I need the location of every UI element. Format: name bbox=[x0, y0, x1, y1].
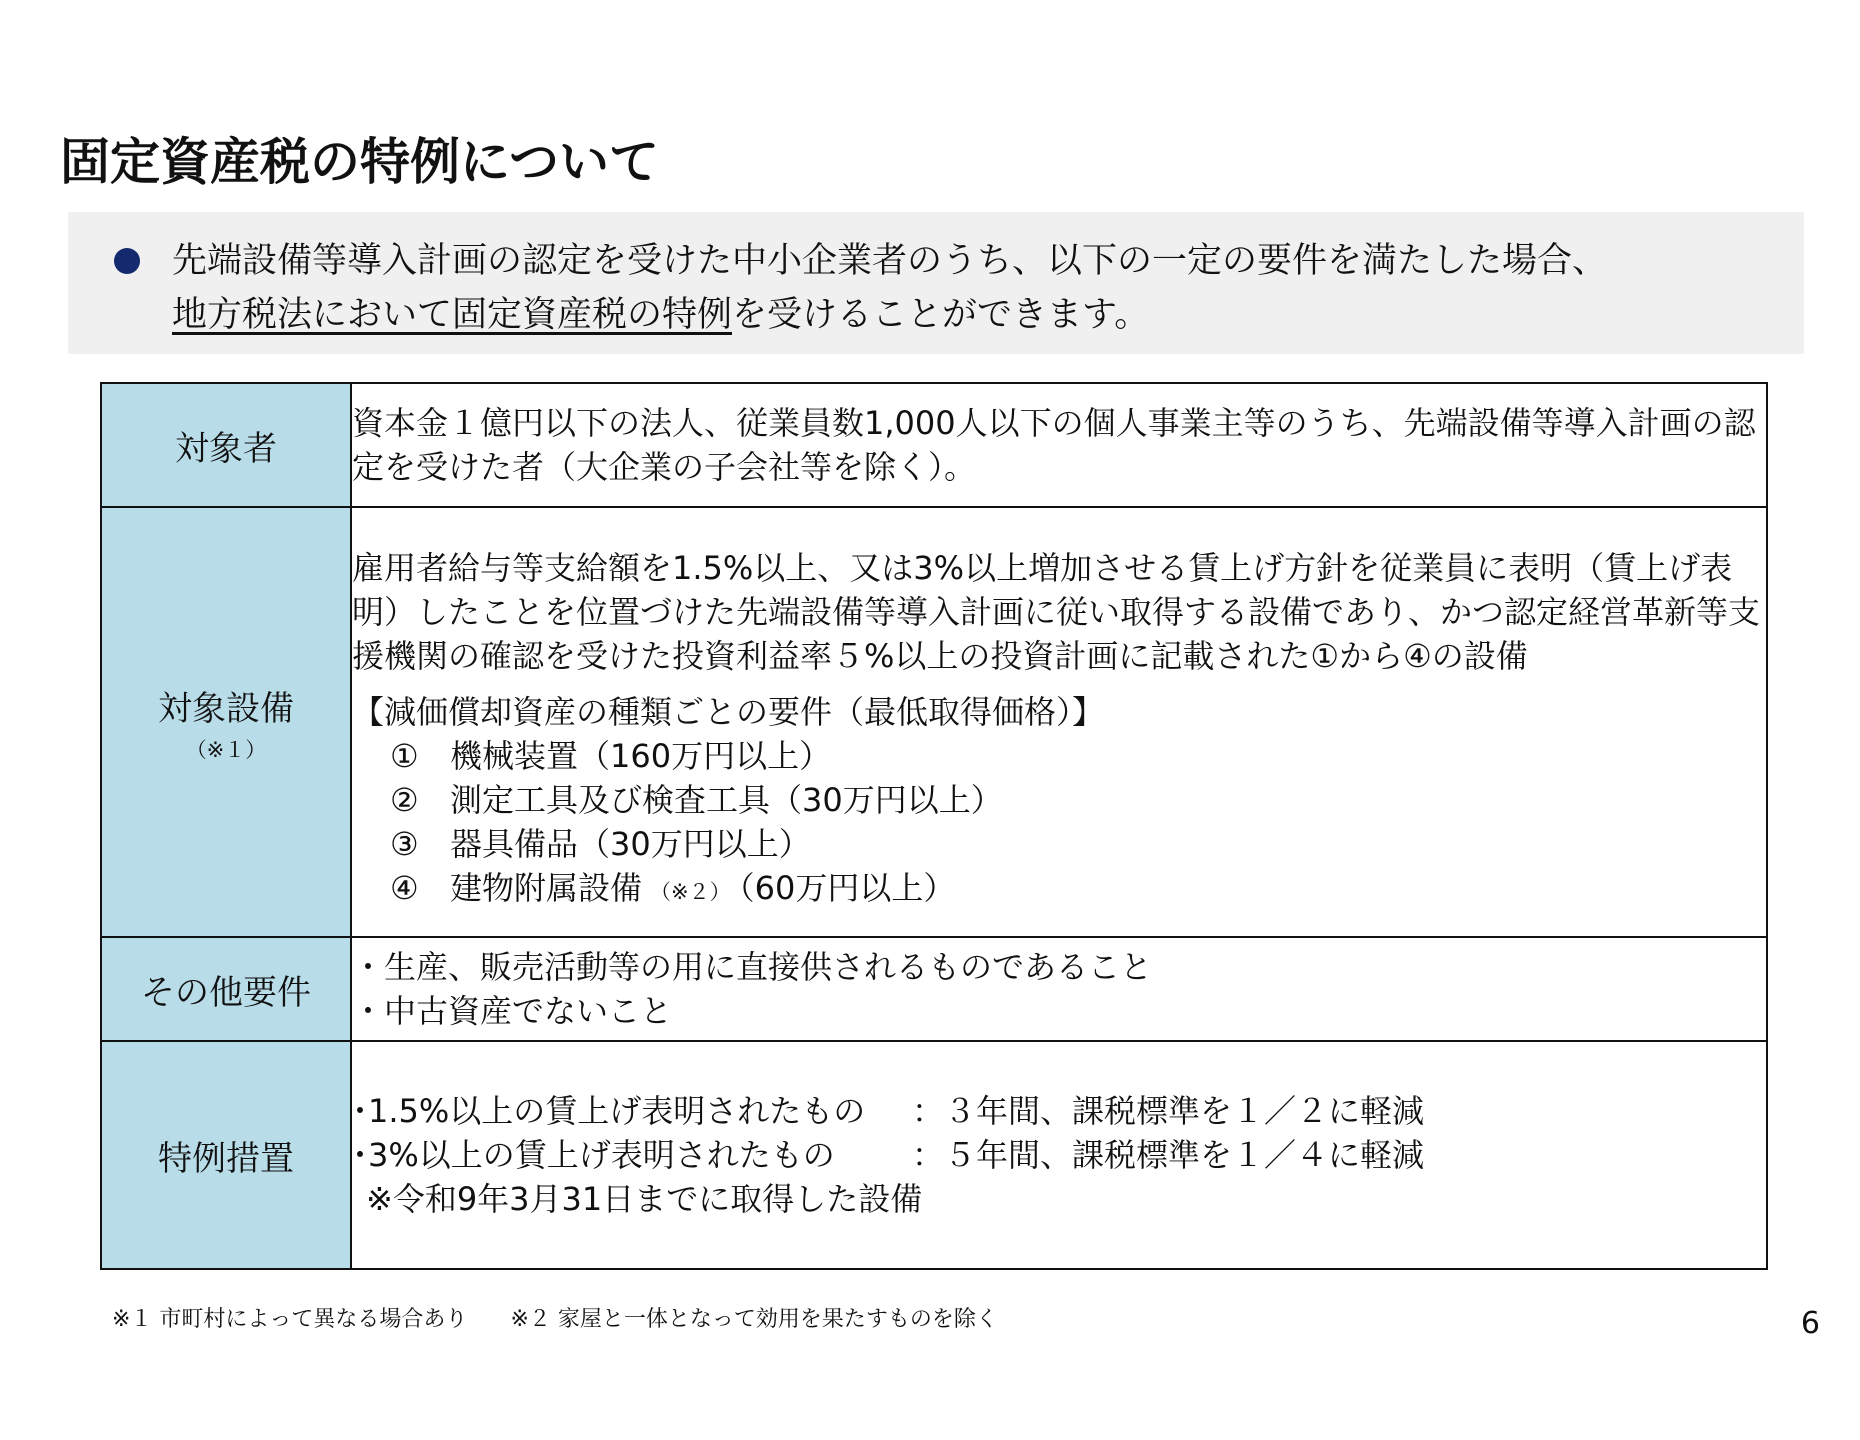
list-item: ④ 建物附属設備 （※２） （60万円以上） bbox=[390, 869, 956, 907]
row-body-special-measure bbox=[351, 1041, 1767, 1269]
summary-line-1: 先端設備等導入計画の認定を受けた中小企業者のうち、以下の一定の要件を満たした場合、 bbox=[172, 241, 1608, 281]
equipment-description: 雇用者給与等支給額を1.5%以上、又は3%以上増加させる賃上げ方針を従業員に表明（賃上げ表明）したことを位置づけた先端設備等導入計画に従い取得する設備であり、かつ認定経営革新等支援機関の確認を受けた投資利益率５%以上の投資計画に記載された①から④の設備 bbox=[352, 549, 1761, 675]
footnote-1: ※１ 市町村によって異なる場合あり bbox=[112, 1307, 468, 1332]
list-item: ② 測定工具及び検査工具（30万円以上） bbox=[390, 781, 1003, 819]
row-header-target-person: 対象者 bbox=[101, 383, 351, 507]
table-row-other-requirements bbox=[101, 937, 1767, 1041]
list-item: ① 機械装置（160万円以上） bbox=[390, 737, 832, 775]
page-number: 6 bbox=[1800, 1306, 1820, 1341]
list-item: ・中古資産でないこと bbox=[352, 992, 673, 1030]
measure-note: ※令和9年3月31日までに取得した設備 bbox=[366, 1180, 923, 1218]
row-body-target-equipment bbox=[351, 507, 1767, 937]
list-item: ③ 器具備品（30万円以上） bbox=[390, 825, 811, 863]
row-header-special-measure: 特例措置 bbox=[101, 1041, 351, 1269]
page-title: 固定資産税の特例について bbox=[60, 133, 659, 191]
summary-underlined-text: 地方税法において固定資産税の特例 bbox=[172, 295, 733, 335]
list-item: ･1.5%以上の賃上げ表明されたもの ：３年間、課税標準を１／２に軽減 bbox=[352, 1092, 1425, 1130]
row-body-target-person: 資本金１億円以下の法人、従業員数1,000人以下の個人事業主等のうち、先端設備等導入計画の認定を受けた者（大企業の子会社等を除く）。 bbox=[351, 383, 1767, 507]
list-item: ・生産、販売活動等の用に直接供されるものであること bbox=[352, 948, 1153, 986]
footnotes bbox=[112, 1302, 1034, 1333]
header-note: （※１） bbox=[185, 737, 267, 762]
row-body-other-requirements bbox=[351, 937, 1767, 1041]
summary-text bbox=[172, 234, 1792, 342]
summary-line-2-rest: を受けることができます。 bbox=[732, 295, 1150, 335]
list-item: ･3%以上の賃上げ表明されたもの ：５年間、課税標準を１／４に軽減 bbox=[352, 1136, 1425, 1174]
row-header-target-equipment: 対象設備 （※１） bbox=[101, 507, 351, 937]
requirements-table bbox=[100, 382, 1768, 1270]
table-row-special-measure bbox=[101, 1041, 1767, 1269]
requirement-list-title: 【減価償却資産の種類ごとの要件（最低取得価格）】 bbox=[352, 693, 1105, 731]
table-row-target-equipment bbox=[101, 507, 1767, 937]
row-header-other-requirements: その他要件 bbox=[101, 937, 351, 1041]
footnote-2: ※２ 家屋と一体となって効用を果たすものを除く bbox=[510, 1307, 998, 1332]
table-row-target-person bbox=[101, 383, 1767, 507]
bullet-dot-icon bbox=[114, 248, 140, 274]
summary-box bbox=[68, 212, 1804, 354]
